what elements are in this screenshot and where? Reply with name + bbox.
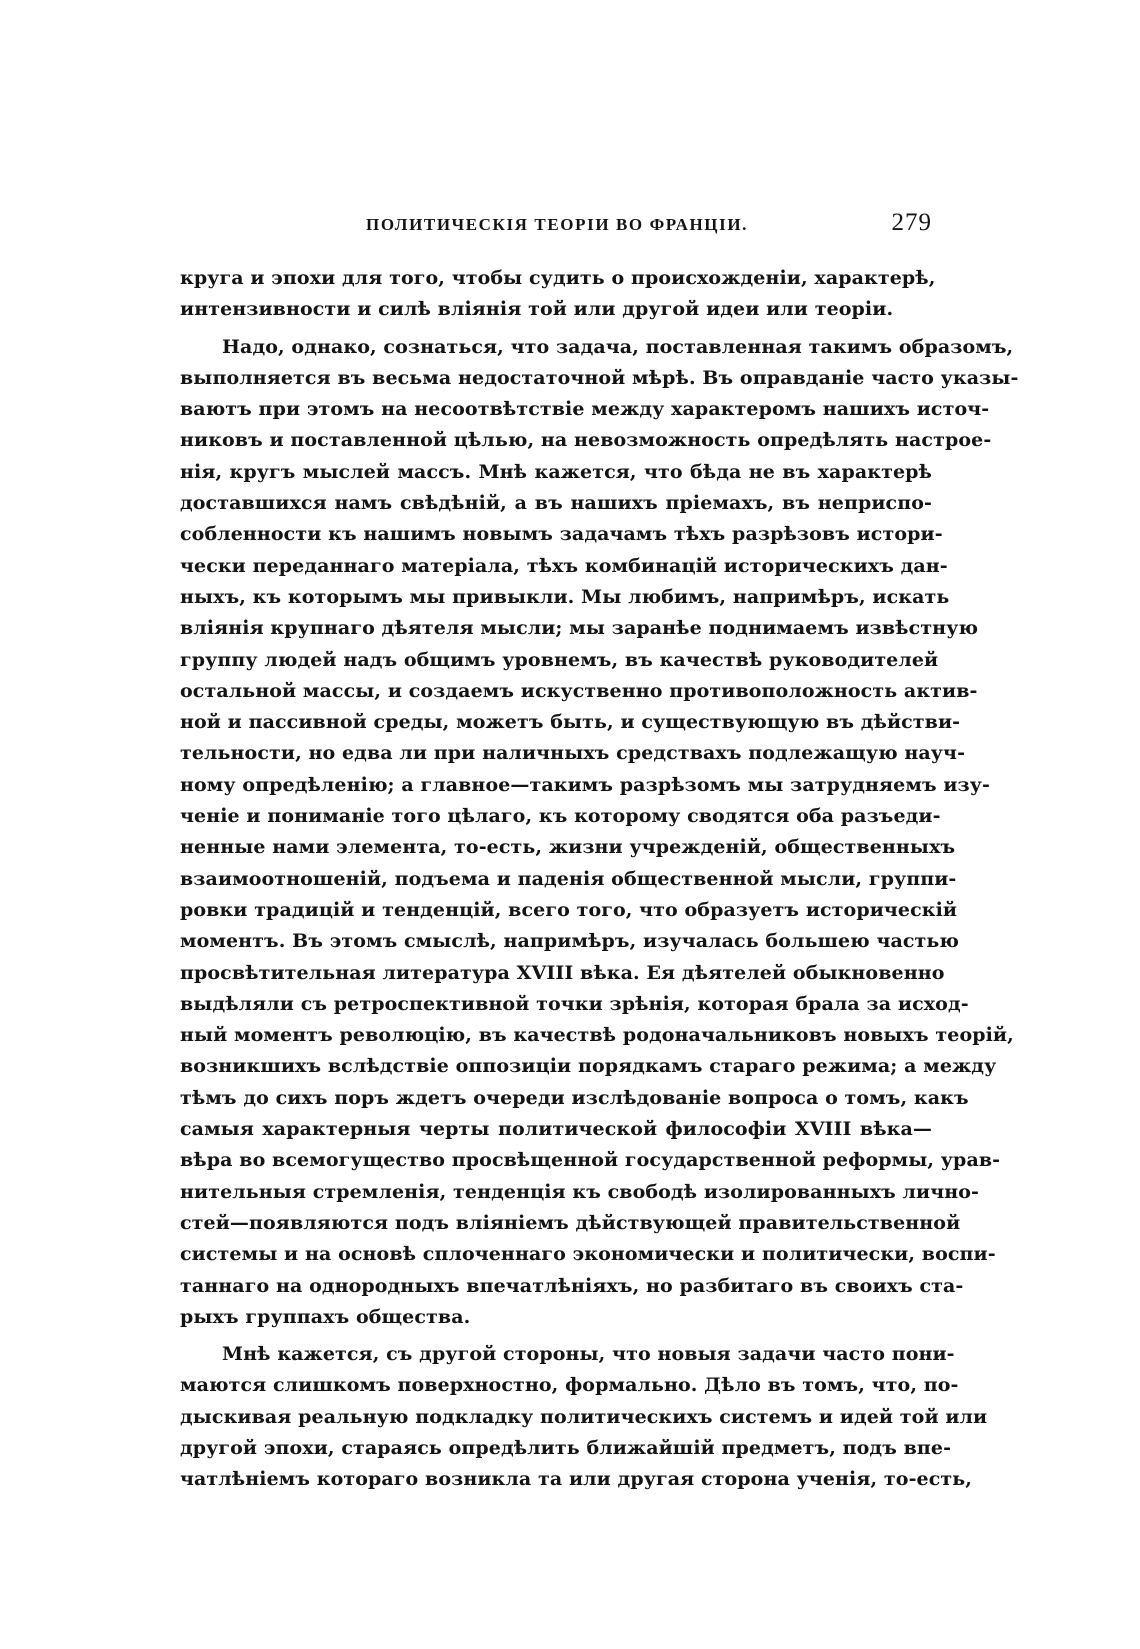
text-line: таннаго на однородныхъ впечатлѣніяхъ, но разбитаго въ своихъ ста- <box>180 1274 964 1297</box>
text-line: ный моментъ революцію, въ качествѣ родоначальниковъ новыхъ теорій, <box>180 1024 1014 1047</box>
text-line: тельности, но едва ли при наличныхъ средствахъ подлежащую науч- <box>180 742 966 765</box>
text-line: собленности къ нашимъ новымъ задачамъ тѣхъ разрѣзовъ истори- <box>180 523 943 546</box>
page-number: 279 <box>891 209 932 236</box>
text-line: маются слишкомъ поверхностно, формально. Дѣло въ томъ, что, по- <box>180 1374 959 1397</box>
body-text <box>180 263 1019 1496</box>
text-line: возникшихъ вслѣдствіе оппозиціи порядкамъ стараго режима; а между <box>180 1055 997 1078</box>
text-line: просвѣтительная литература XVIII вѣка. Ея дѣятелей обыкновенно <box>180 961 945 984</box>
text-line: нія, кругъ мыслей массъ. Мнѣ кажется, что бѣда не въ характерѣ <box>180 460 932 483</box>
text-line: моментъ. Въ этомъ смыслѣ, напримѣръ, изучалась большею частью <box>180 930 960 953</box>
text-line: остальной массы, и создаемъ искуственно противоположность актив- <box>180 679 978 702</box>
text-line: круга и эпохи для того, чтобы судить о происхожденіи, характерѣ, <box>180 267 936 289</box>
page-header <box>180 209 932 243</box>
text-line: доставшихся намъ свѣдѣній, а въ нашихъ пріемахъ, въ неприспо- <box>180 492 932 515</box>
text-line: ненные нами элемента, то-есть, жизни учрежденій, общественныхъ <box>180 836 956 859</box>
text-line: группу людей надъ общимъ уровнемъ, въ качествѣ руководителей <box>180 648 939 671</box>
text-line: нительныя стремленія, тенденція къ свободѣ изолированныхъ лично- <box>180 1180 980 1203</box>
text-line: чатлѣніемъ котораго возникла та или другая сторона ученія, то-есть, <box>180 1468 972 1491</box>
text-line: системы и на основѣ сплоченнаго экономически и политически, воспи- <box>180 1243 996 1266</box>
text-line: вліянія крупнаго дѣятеля мысли; мы заранѣе поднимаемъ извѣстную <box>180 617 979 640</box>
text-line: другой эпохи, стараясь опредѣлить ближайшій предметъ, подъ впе- <box>180 1436 952 1459</box>
text-line: ченіе и пониманіе того цѣлаго, къ которому сводятся оба разъеди- <box>180 805 941 828</box>
text-line: вѣра во всемогущество просвѣщенной государственной реформы, урав- <box>180 1149 1001 1172</box>
text-line: выполняется въ весьма недостаточной мѣрѣ. Въ оправданіе часто указы- <box>180 366 1019 389</box>
text-line: рыхъ группахъ общества. <box>180 1305 471 1328</box>
text-line: никовъ и поставленной цѣлью, на невозможность опредѣлять настрое- <box>180 429 992 452</box>
text-line: дыскивая реальную подкладку политическихъ системъ и идей той или <box>180 1405 988 1428</box>
running-title: ПОЛИТИЧЕСКІЯ ТЕОРІИ ВО ФРАНЦІИ. <box>366 215 749 234</box>
text-line: стей—появляются подъ вліяніемъ дѣйствующей правительственной <box>180 1211 961 1234</box>
text-line: Мнѣ кажется, съ другой стороны, что новыя задачи часто пони- <box>222 1343 955 1366</box>
text-line: ваютъ при этомъ на несоотвѣтствіе между характеромъ нашихъ источ- <box>180 398 990 421</box>
text-line: интензивности и силѣ вліянія той или другой идеи или теоріи. <box>180 298 894 321</box>
text-line: Надо, однако, сознаться, что задача, поставленная такимъ образомъ, <box>222 335 1014 358</box>
text-line: тѣмъ до сихъ поръ ждетъ очереди изслѣдованіе вопроса о томъ, какъ <box>180 1086 969 1109</box>
text-line: ному опредѣленію; а главное—такимъ разрѣзомъ мы затрудняемъ изу- <box>180 773 991 796</box>
text-line: ровки традицій и тенденцій, всего того, что образуетъ историческій <box>180 898 958 921</box>
text-line: ныхъ, къ которымъ мы привыкли. Мы любимъ, напримѣръ, искать <box>180 585 950 608</box>
text-line: взаимоотношеній, подъема и паденія общественной мысли, группи- <box>180 867 957 890</box>
text-line: самыя характерныя черты политической философіи XVIII вѣка— <box>180 1118 932 1141</box>
text-line: чески переданнаго матеріала, тѣхъ комбинацій историческихъ дан- <box>180 554 948 577</box>
text-line: ной и пассивной среды, можетъ быть, и существующую въ дѣйстви- <box>180 711 961 734</box>
text-line: выдѣляли съ ретроспективной точки зрѣнія, которая брала за исход- <box>180 992 969 1015</box>
